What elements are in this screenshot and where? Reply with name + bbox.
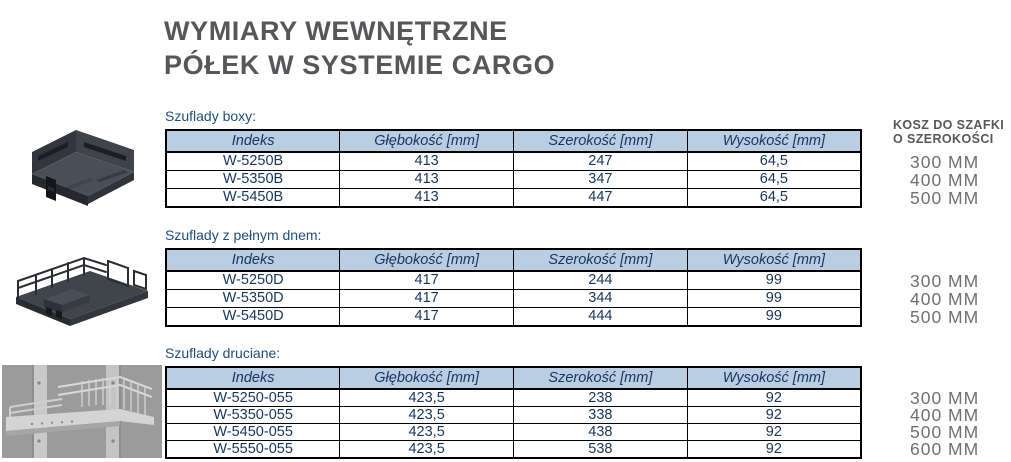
cell-glebokosc: 423,5 (340, 407, 514, 424)
cell-wysokosc: 99 (687, 290, 861, 308)
cell-indeks: W-5450B (166, 189, 340, 208)
cabinet-width-column (893, 345, 1011, 459)
cell-wysokosc: 64,5 (687, 189, 861, 208)
cell-glebokosc: 417 (340, 290, 514, 308)
cabinet-width-values (893, 390, 1011, 458)
dimensions-table-boxy (165, 129, 862, 208)
cell-indeks: W-5250D (166, 271, 340, 290)
table-row (166, 189, 861, 208)
product-image-szuflada-z-pelnym-dnem (0, 227, 165, 327)
cell-szerokosc: 338 (514, 407, 688, 424)
cell-indeks: W-5350D (166, 290, 340, 308)
header-row (166, 249, 861, 271)
column-header-szerokosc: Szerokość [mm] (514, 367, 688, 389)
cell-szerokosc: 444 (514, 308, 688, 327)
table-row (166, 290, 861, 308)
cell-szerokosc: 344 (514, 290, 688, 308)
cabinet-width-value: 400 MM (910, 405, 980, 425)
column-header-indeks: Indeks (166, 367, 340, 389)
cabinet-width-column (893, 227, 1011, 327)
cell-szerokosc: 538 (514, 441, 688, 459)
cell-wysokosc: 92 (687, 389, 861, 407)
cell-wysokosc: 99 (687, 271, 861, 290)
header-row (166, 130, 861, 152)
cell-wysokosc: 92 (687, 441, 861, 459)
cell-wysokosc: 64,5 (687, 152, 861, 171)
product-image-szuflada-boxy (0, 108, 165, 208)
page-title-line1: WYMIARY WEWNĘTRZNE (164, 16, 508, 46)
section-szuflady-z-pelnym-dnem (0, 227, 1011, 327)
cabinet-width-value: 500 MM (910, 422, 980, 442)
box-drawer-illustration (10, 116, 156, 212)
cabinet-width-heading (893, 108, 1011, 153)
cell-indeks: W-5450D (166, 308, 340, 327)
wire-basket-illustration (6, 241, 158, 331)
cell-glebokosc: 417 (340, 271, 514, 290)
cell-wysokosc: 92 (687, 407, 861, 424)
spacer (893, 345, 1011, 390)
cell-wysokosc: 99 (687, 308, 861, 327)
cabinet-width-column (893, 108, 1011, 208)
cell-glebokosc: 413 (340, 171, 514, 189)
dimensions-table-pelne-dno (165, 248, 862, 327)
cell-glebokosc: 423,5 (340, 424, 514, 441)
column-header-wysokosc: Wysokość [mm] (687, 249, 861, 271)
cabinet-width-value: 400 MM (910, 170, 980, 190)
cabinet-width-value: 600 MM (910, 439, 980, 459)
column-header-wysokosc: Wysokość [mm] (687, 367, 861, 389)
table-row (166, 171, 861, 189)
table-row (166, 424, 861, 441)
table-row (166, 441, 861, 459)
table-row (166, 407, 861, 424)
table-row (166, 271, 861, 290)
cell-glebokosc: 417 (340, 308, 514, 327)
table-row (166, 152, 861, 171)
column-header-glebokosc: Głębokość [mm] (340, 130, 514, 152)
section-label: Szuflady z pełnym dnem: (165, 227, 322, 243)
table-row (166, 389, 861, 407)
cabinet-width-value: 300 MM (910, 152, 980, 172)
cabinet-width-heading-line1: KOSZ DO SZAFKI (893, 118, 1005, 132)
cell-glebokosc: 423,5 (340, 389, 514, 407)
cell-wysokosc: 92 (687, 424, 861, 441)
cell-indeks: W-5350-055 (166, 407, 340, 424)
cell-glebokosc: 413 (340, 152, 514, 171)
column-header-indeks: Indeks (166, 249, 340, 271)
column-header-szerokosc: Szerokość [mm] (514, 249, 688, 271)
dimensions-table-druciane (165, 366, 862, 459)
cabinet-width-value: 300 MM (910, 388, 980, 408)
section-content (165, 227, 862, 327)
section-content (165, 108, 862, 208)
table-row (166, 308, 861, 327)
cell-indeks: W-5250B (166, 152, 340, 171)
section-content (165, 345, 862, 459)
cabinet-width-value: 500 MM (910, 188, 980, 208)
product-image-szuflada-druciana (0, 345, 165, 459)
cell-szerokosc: 447 (514, 189, 688, 208)
cell-glebokosc: 413 (340, 189, 514, 208)
section-szuflady-druciane (0, 345, 1011, 459)
cell-indeks: W-5250-055 (166, 389, 340, 407)
cell-szerokosc: 347 (514, 171, 688, 189)
cabinet-width-value: 300 MM (910, 271, 980, 291)
column-header-indeks: Indeks (166, 130, 340, 152)
cell-indeks: W-5350B (166, 171, 340, 189)
cabinet-width-values (893, 272, 1011, 326)
cell-szerokosc: 238 (514, 389, 688, 407)
cell-indeks: W-5450-055 (166, 424, 340, 441)
column-header-wysokosc: Wysokość [mm] (687, 130, 861, 152)
cell-szerokosc: 244 (514, 271, 688, 290)
cabinet-width-value: 400 MM (910, 289, 980, 309)
column-header-glebokosc: Głębokość [mm] (340, 249, 514, 271)
column-header-szerokosc: Szerokość [mm] (514, 130, 688, 152)
cabinet-width-values (893, 153, 1011, 207)
header-row (166, 367, 861, 389)
wire-drawer-photo-illustration (2, 365, 162, 458)
cell-wysokosc: 64,5 (687, 171, 861, 189)
section-label: Szuflady druciane: (165, 345, 281, 361)
page-title-line2: PÓŁEK W SYSTEMIE CARGO (164, 50, 556, 80)
spacer (893, 227, 1011, 272)
cell-indeks: W-5550-055 (166, 441, 340, 459)
cell-glebokosc: 423,5 (340, 441, 514, 459)
column-header-glebokosc: Głębokość [mm] (340, 367, 514, 389)
cell-szerokosc: 247 (514, 152, 688, 171)
cabinet-width-heading-line2: O SZEROKOŚCI (893, 131, 994, 146)
section-label: Szuflady boxy: (165, 108, 257, 124)
cabinet-width-value: 500 MM (910, 307, 980, 327)
page-title (164, 14, 555, 82)
cell-szerokosc: 438 (514, 424, 688, 441)
section-szuflady-boxy (0, 108, 1011, 208)
